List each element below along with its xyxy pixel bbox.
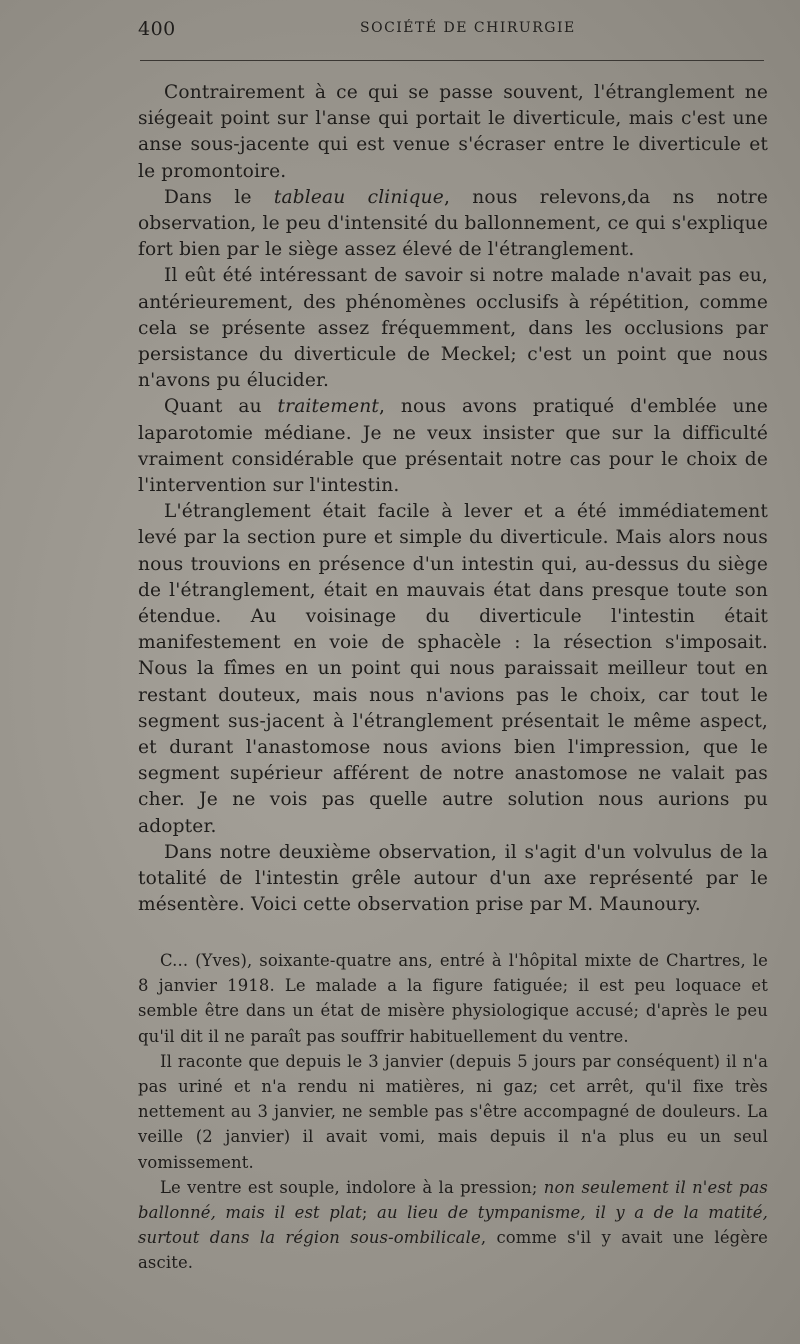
- observation-3-middle: ;: [361, 1203, 378, 1223]
- running-head: SOCIÉTÉ DE CHIRURGIE: [360, 20, 576, 36]
- paragraph-3: Il eût été intéressant de savoir si notre malade n'avait pas eu, antérieurement, des phénomènes occlusifs à répétition, comme cela se présente assez fréquemment, dans les occlusions par persistance du diverticule de Meckel; c'est un point que nous n'avons pu élucider.: [138, 265, 768, 392]
- observation-paragraph-3: [138, 1175, 768, 1276]
- observation-3-italic-2: au lieu de tympanisme, il y a de la matité, surtout dans la région sous-ombilicale: [138, 1203, 768, 1248]
- header-rule: [140, 60, 764, 61]
- paragraph-4: [138, 394, 768, 499]
- paragraph-2-italic: tableau clinique: [273, 186, 444, 208]
- observation-text: [138, 948, 768, 1276]
- page-number: 400: [138, 18, 176, 40]
- paragraph-4-italic: traitement: [277, 396, 379, 418]
- paragraph-1: Contrairement à ce qui se passe souvent, l'étranglement ne siégeait point sur l'anse qui portait le diverticule, mais c'est une anse sous-jacente qui est venue s'écraser entre le diverticule et le promontoire.: [138, 82, 768, 182]
- paragraph-2-end: , nous relevons,da ns notre observation, le peu d'intensité du ballonnement, ce qui s'explique fort bien par le siège assez élevé de l'étranglement.: [138, 186, 768, 261]
- observation-paragraph-2: Il raconte que depuis le 3 janvier (depuis 5 jours par conséquent) il n'a pas uriné et n'a rendu ni matières, ni gaz; cet arrêt, qu'il fixe très nettement au 3 janvier, ne semble pas s'être accompagné de douleurs. La veille (2 janvier) il avait vomi, mais depuis il n'a plus eu un seul vomissement.: [138, 1051, 768, 1172]
- paragraph-2: [138, 185, 768, 264]
- observation-3-italic-1: non seulement il n'est pas ballonné, mais il est plat: [138, 1177, 768, 1223]
- paragraph-6: Dans notre deuxième observation, il s'agit d'un volvulus de la totalité de l'intestin grêle autour d'un axe représenté par le mésentère. Voici cette observation prise par M. Maunoury.: [138, 841, 768, 916]
- main-text: [138, 80, 768, 919]
- observation-3-end: , comme s'il y avait une légère ascite.: [138, 1228, 768, 1273]
- paragraph-2-start: Dans le: [164, 186, 274, 208]
- page-header: [138, 18, 758, 46]
- paragraph-5: L'étranglement était facile à lever et a été immédiatement levé par la section pure et simple du diverticule. Mais alors nous nous trouvions en présence d'un intestin qui, au-dessus du siège de l'étranglement, était en mauvais état dans presque toute son étendue. Au voisinage du diverticule l'intestin était manifestement en voie de sphacèle : la résection s'imposait. Nous la fîmes en un point qui nous paraissait meilleur tout en restant douteux, mais nous n'avions pas le choix, car tout le segment sus-jacent à l'étranglement présentait le même aspect, et durant l'anastomose nous avions bien l'impression, que le segment supérieur afférent de notre anastomose ne valait pas cher. Je ne vois pas quelle autre solution nous aurions pu adopter.: [138, 501, 768, 837]
- paragraph-4-end: , nous avons pratiqué d'emblée une laparotomie médiane. Je ne veux insister que sur la difficulté vraiment considérable que présentait notre cas pour le choix de l'intervention sur l'intestin.: [138, 396, 769, 497]
- paragraph-4-start: Quant au: [164, 396, 278, 418]
- observation-paragraph-1: C... (Yves), soixante-quatre ans, entré à l'hôpital mixte de Chartres, le 8 janvier 1918. Le malade a la figure fatiguée; il est peu loquace et semble être dans un état de misère physiologique accusé; d'après le peu qu'il dit il ne paraît pas souffrir habituellement du ventre.: [138, 951, 768, 1046]
- observation-3-start: Le ventre est souple, indolore à la pression;: [160, 1177, 544, 1197]
